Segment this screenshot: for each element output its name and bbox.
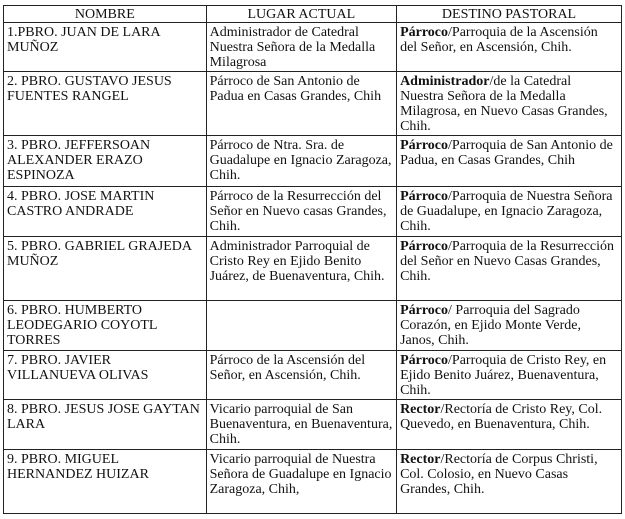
destino-detail: /Parroquia de Nuestra Señora de Guadalupe, en Ignacio Zaragoza, Chih. bbox=[400, 189, 613, 234]
destino-title: Párroco bbox=[400, 303, 449, 318]
table-row bbox=[4, 351, 622, 400]
assignments-table bbox=[3, 5, 622, 514]
destino-title: Párroco bbox=[400, 239, 449, 254]
destino-title: Párroco bbox=[400, 189, 449, 204]
cell-destino-pastoral bbox=[397, 23, 622, 72]
table-row bbox=[4, 237, 622, 301]
destino-detail: /Parroquia de Cristo Rey, en Ejido Benito Juárez, Buenaventura, Chih. bbox=[400, 353, 607, 398]
cell-destino-pastoral bbox=[397, 301, 622, 351]
cell-nombre: 5. PBRO. GABRIEL GRAJEDA MUÑOZ bbox=[4, 237, 207, 301]
cell-nombre: 6. PBRO. HUMBERTO LEODEGARIO COYOTL TORRES bbox=[4, 301, 207, 351]
table-row bbox=[4, 187, 622, 237]
destino-detail: /Parroquia de San Antonio de Padua, en Casas Grandes, Chih bbox=[400, 138, 613, 168]
destino-detail: / Parroquia del Sagrado Corazón, en Ejido Monte Verde, Janos, Chih. bbox=[400, 303, 581, 348]
cell-destino-pastoral bbox=[397, 237, 622, 301]
table-row bbox=[4, 400, 622, 450]
cell-lugar-actual: Vicario parroquial de Nuestra Señora de Guadalupe en Ignacio Zaragoza, Chih, bbox=[206, 450, 396, 514]
destino-detail: /Rectoría de Cristo Rey, Col. Quevedo, en Buenaventura, Chih. bbox=[400, 402, 603, 432]
cell-lugar-actual: Párroco de Ntra. Sra. de Guadalupe en Ignacio Zaragoza, Chih. bbox=[206, 136, 396, 187]
cell-lugar-actual bbox=[206, 301, 396, 351]
destino-title: Administrador bbox=[400, 74, 490, 89]
cell-lugar-actual: Administrador Parroquial de Cristo Rey en Ejido Benito Juárez, de Buenaventura, Chih. bbox=[206, 237, 396, 301]
cell-destino-pastoral bbox=[397, 351, 622, 400]
table-row bbox=[4, 23, 622, 72]
cell-destino-pastoral bbox=[397, 136, 622, 187]
destino-title: Párroco bbox=[400, 25, 449, 40]
destino-detail: /Parroquia de la Ascensión del Señor, en Ascensión, Chih. bbox=[400, 25, 598, 55]
destino-detail: /de la Catedral Nuestra Señora de la Medalla Milagrosa, en Nuevo Casas Grandes, Chih. bbox=[400, 74, 608, 134]
cell-lugar-actual: Vicario parroquial de San Buenaventura, en Buenaventura, Chih. bbox=[206, 400, 396, 450]
table-row bbox=[4, 136, 622, 187]
table-row bbox=[4, 450, 622, 514]
destino-detail: /Parroquia de la Resurrección del Señor en Nuevo Casas Grandes, Chih. bbox=[400, 239, 615, 284]
cell-nombre: 4. PBRO. JOSE MARTIN CASTRO ANDRADE bbox=[4, 187, 207, 237]
cell-lugar-actual: Párroco de la Ascensión del Señor, en Ascensión, Chih. bbox=[206, 351, 396, 400]
cell-nombre: 9. PBRO. MIGUEL HERNANDEZ HUIZAR bbox=[4, 450, 207, 514]
cell-nombre: 8. PBRO. JESUS JOSE GAYTAN LARA bbox=[4, 400, 207, 450]
cell-nombre: 2. PBRO. GUSTAVO JESUS FUENTES RANGEL bbox=[4, 72, 207, 136]
header-row bbox=[4, 6, 622, 23]
cell-nombre: 1.PBRO. JUAN DE LARA MUÑOZ bbox=[4, 23, 207, 72]
table-row bbox=[4, 72, 622, 136]
cell-nombre: 7. PBRO. JAVIER VILLANUEVA OLIVAS bbox=[4, 351, 207, 400]
cell-destino-pastoral bbox=[397, 187, 622, 237]
cell-destino-pastoral bbox=[397, 72, 622, 136]
destino-title: Rector bbox=[400, 452, 441, 467]
header-destino-pastoral: DESTINO PASTORAL bbox=[397, 6, 622, 23]
cell-lugar-actual: Administrador de Catedral Nuestra Señora de la Medalla Milagrosa bbox=[206, 23, 396, 72]
destino-detail: /Rectoría de Corpus Christi, Col. Colosio, en Nuevo Casas Grandes, Chih. bbox=[400, 452, 598, 497]
header-lugar-actual: LUGAR ACTUAL bbox=[206, 6, 396, 23]
cell-nombre: 3. PBRO. JEFFERSOAN ALEXANDER ERAZO ESPINOZA bbox=[4, 136, 207, 187]
cell-lugar-actual: Párroco de San Antonio de Padua en Casas Grandes, Chih bbox=[206, 72, 396, 136]
destino-title: Párroco bbox=[400, 138, 449, 153]
table-row bbox=[4, 301, 622, 351]
destino-title: Rector bbox=[400, 402, 441, 417]
cell-destino-pastoral bbox=[397, 400, 622, 450]
cell-destino-pastoral bbox=[397, 450, 622, 514]
destino-title: Párroco bbox=[400, 353, 449, 368]
cell-lugar-actual: Párroco de la Resurrección del Señor en Nuevo casas Grandes, Chih. bbox=[206, 187, 396, 237]
header-nombre: NOMBRE bbox=[4, 6, 207, 23]
